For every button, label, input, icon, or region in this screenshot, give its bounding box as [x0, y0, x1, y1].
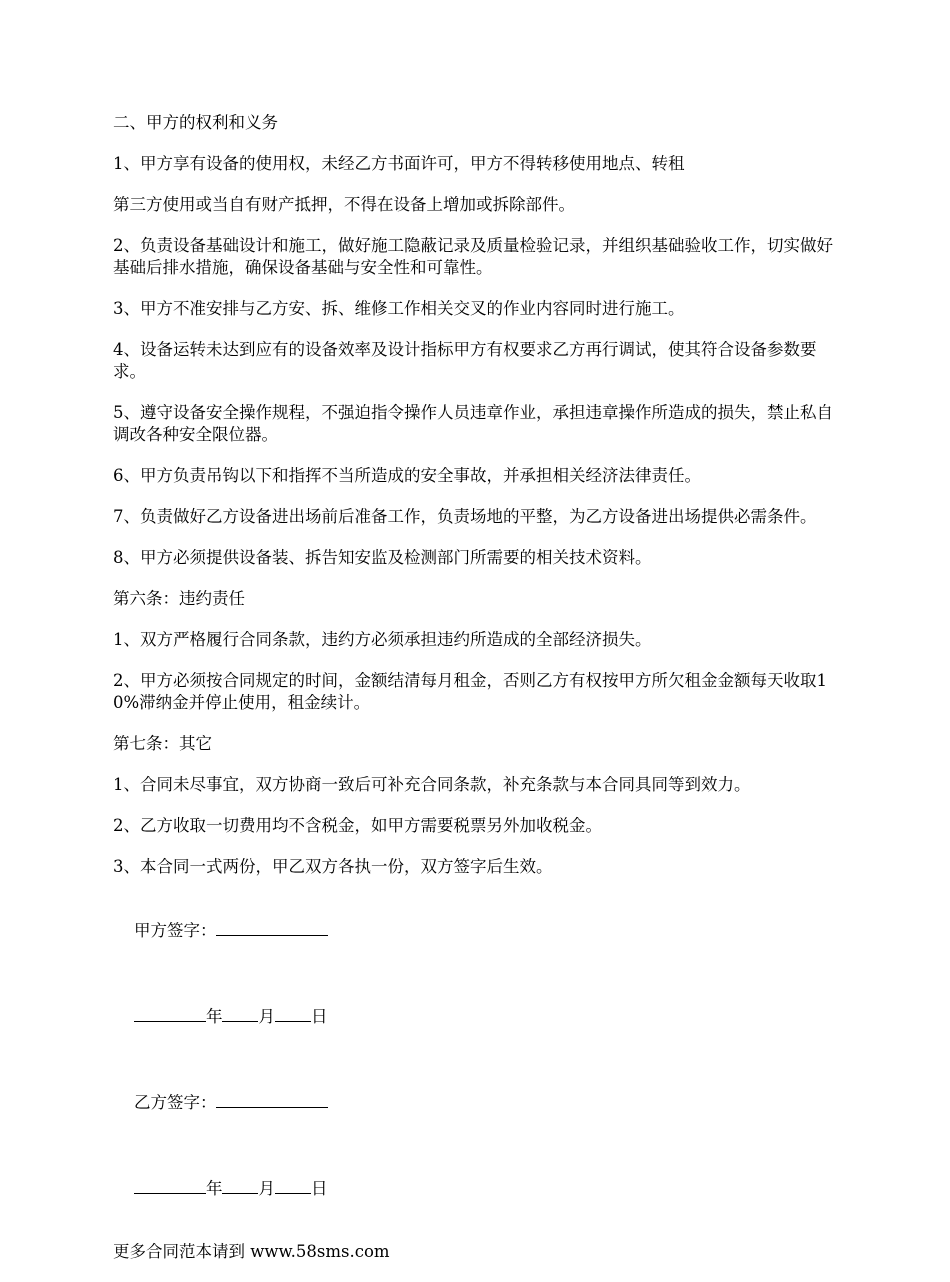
clause-paragraph: 1、合同未尽事宜，双方协商一致后可补充合同条款，补充条款与本合同具同等到效力。 [113, 775, 751, 794]
clause-paragraph: 4、设备运转未达到应有的设备效率及设计指标甲方有权要求乙方再行调试，使其符合设备参数要求。 [113, 340, 817, 381]
date-line-a [113, 983, 843, 1050]
month-label: 月 [258, 1179, 275, 1198]
section-heading-rights: 二、甲方的权利和义务 [113, 113, 278, 132]
year-label: 年 [205, 1007, 223, 1026]
signature-b-blank [216, 1091, 328, 1108]
clause-paragraph: 第三方使用或当自有财产抵押，不得在设备上增加或拆除部件。 [113, 195, 575, 214]
clause-paragraph: 5、遵守设备安全操作规程，不强迫指令操作人员违章作业，承担违章操作所造成的损失，禁止私自调改各种安全限位器。 [113, 403, 833, 444]
signature-party-a [113, 897, 843, 964]
signature-a-label: 甲方签字： [133, 921, 217, 940]
day-label: 日 [310, 1179, 328, 1198]
month-blank [222, 1005, 258, 1022]
day-blank [275, 1005, 311, 1022]
day-label: 日 [310, 1007, 328, 1026]
day-blank [275, 1177, 311, 1194]
year-blank [134, 1177, 206, 1194]
clause-paragraph: 7、负责做好乙方设备进出场前后准备工作，负责场地的平整，为乙方设备进出场提供必需条件。 [113, 507, 817, 526]
footer-link-text: 更多合同范本请到 www.58sms.com [113, 1242, 390, 1261]
year-blank [134, 1005, 206, 1022]
clause-paragraph: 3、本合同一式两份，甲乙双方各执一份，双方签字后生效。 [113, 857, 553, 876]
clause-paragraph: 1、甲方享有设备的使用权，未经乙方书面许可，甲方不得转移使用地点、转租 [113, 154, 685, 173]
month-label: 月 [258, 1007, 275, 1026]
clause-paragraph: 1、双方严格履行合同条款，违约方必须承担违约所造成的全部经济损失。 [113, 630, 652, 649]
year-label: 年 [205, 1179, 223, 1198]
clause-paragraph: 2、乙方收取一切费用均不含税金，如甲方需要税票另外加收税金。 [113, 816, 602, 835]
contract-page [113, 112, 843, 1282]
signature-a-blank [216, 919, 328, 936]
signature-b-label: 乙方签字： [133, 1093, 217, 1112]
section-heading-other: 第七条：其它 [113, 734, 212, 753]
clause-paragraph: 2、甲方必须按合同规定的时间，金额结清每月租金，否则乙方有权按甲方所欠租金金额每天收取10%滞纳金并停止使用，租金续计。 [113, 671, 827, 712]
section-heading-breach: 第六条：违约责任 [113, 589, 245, 608]
signature-party-b [113, 1069, 843, 1136]
month-blank [222, 1177, 258, 1194]
clause-paragraph: 3、甲方不准安排与乙方安、拆、维修工作相关交叉的作业内容同时进行施工。 [113, 299, 685, 318]
clause-paragraph: 8、甲方必须提供设备装、拆告知安监及检测部门所需要的相关技术资料。 [113, 548, 652, 567]
clause-paragraph: 6、甲方负责吊钩以下和指挥不当所造成的安全事故，并承担相关经济法律责任。 [113, 466, 701, 485]
clause-paragraph: 2、负责设备基础设计和施工，做好施工隐蔽记录及质量检验记录，并组织基础验收工作，切实做好基础后排水措施，确保设备基础与安全性和可靠性。 [113, 236, 833, 277]
date-line-b [113, 1155, 843, 1222]
